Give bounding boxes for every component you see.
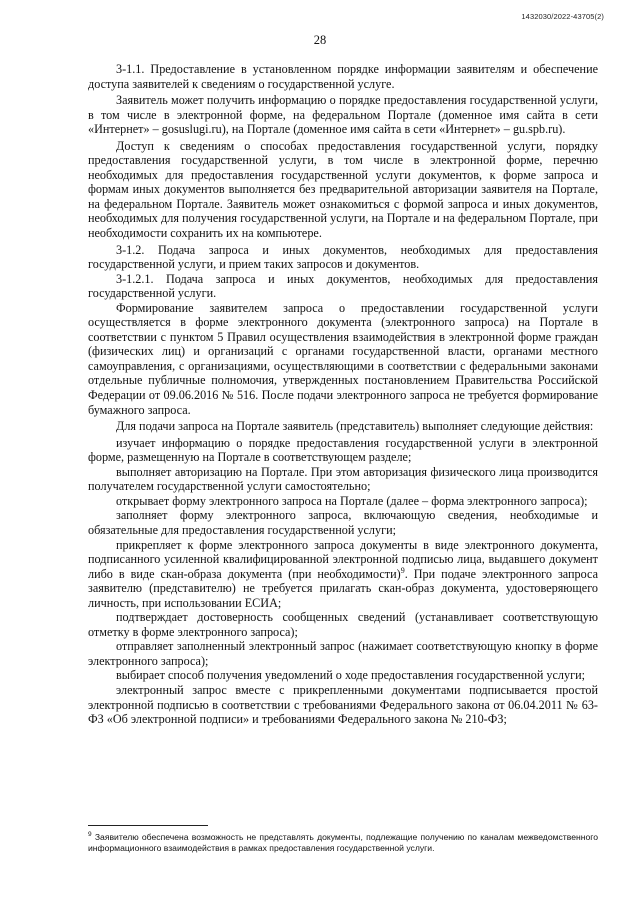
footnote bbox=[88, 832, 598, 854]
paragraph-section-3-1-2: 3-1.2. Подача запроса и иных документов, необходимых для предоставления государственной услуги, и прием таких запросов и документов. bbox=[88, 242, 598, 272]
document-body bbox=[88, 62, 598, 727]
list-item: выполняет авторизацию на Портале. При этом авторизация физического лица производится получателем государственной услуги самостоятельно; bbox=[88, 464, 598, 494]
list-item: отправляет заполненный электронный запрос (нажимает соответствующую кнопку в форме электронного запроса); bbox=[88, 639, 598, 668]
document-id: 1432030/2022-43705(2) bbox=[521, 12, 604, 21]
paragraph-portal-actions: Для подачи запроса на Портале заявитель (представитель) выполняет следующие действия: bbox=[116, 419, 594, 434]
attach-text-tail: . При подаче электронного запроса заявителю (представителю) не требуется прилагать скан-образ документа, удостоверяющего личность, при использовании ЕСИА; bbox=[88, 566, 598, 610]
footnote-marker: 9 bbox=[400, 565, 405, 575]
paragraph-request-formation: Формирование заявителем запроса о предоставлении государственной услуги осуществляется в форме электронного документа (электронного запроса) на Портале в соответствии с пунктом 5 Правил осуществления взаимодействия в электронной форме граждан (физических лиц) и организаций с органами государственной власти, органами местного самоуправления, с организациями, осуществляющими в соответствии с федеральными законами отдельные публичные полномочия, утвержденных постановлением Правительства Российской Федерации от 09.06.2016 № 516. После подачи электронного запроса не требуется формирование бумажного запроса. bbox=[88, 300, 598, 417]
list-item: заполняет форму электронного запроса, включающую сведения, необходимые и обязательные для предоставления государственной услуги; bbox=[88, 508, 598, 537]
footnote-divider bbox=[88, 825, 208, 826]
list-item: подтверждает достоверность сообщенных сведений (устанавливает соответствующую отметку в форме электронного запроса); bbox=[88, 610, 598, 639]
footnote-number: 9 bbox=[88, 831, 92, 839]
paragraph-section-3-1-2-1: 3-1.2.1. Подача запроса и иных документов, необходимых для предоставления государственной услуги. bbox=[88, 271, 598, 301]
footnote-text: Заявителю обеспечена возможность не представлять документы, подлежащие получению по каналам межведомственного информационного взаимодействия в рамках предоставления государственной услуги. bbox=[88, 832, 598, 854]
list-item: выбирает способ получения уведомлений о ходе предоставления государственной услуги; bbox=[116, 668, 586, 683]
list-item-attach bbox=[88, 538, 598, 611]
attach-text: прикрепляет к форме электронного запроса документы в виде электронного документа, подписанного усиленной квалифицированной электронной подписью лица, выдавшего документ либо в виде скан-образа документа (при необходимости) bbox=[88, 537, 598, 581]
list-item: изучает информацию о порядке предоставления государственной услуги в электронной форме, размещенную на Портале в соответствующем разделе; bbox=[88, 435, 598, 465]
paragraph-access-info: Доступ к сведениям о способах предоставления государственной услуги, порядку предоставления государственной услуги, в том числе в электронной форме, перечню необходимых для предоставления государственной услуги документов, к форме запроса и формам иных документов выполняется без предварительной авторизации заявителя на Портале, на федеральном Портале. Заявитель может ознакомиться с формой запроса и иных документов, необходимых для получения государственной услуги, на Портале и на федеральном Портале, при необходимости сохранить их на компьютере. bbox=[88, 138, 598, 241]
list-item: открывает форму электронного запроса на Портале (далее – форма электронного запроса); bbox=[116, 493, 588, 508]
list-item: электронный запрос вместе с прикрепленными документами подписывается простой электронной подписью в соответствии с требованиями Федерального закона от 06.04.2011 № 63-ФЗ «Об электронной подписи» и требованиями Федерального закона № 210-ФЗ; bbox=[88, 682, 598, 727]
page-number: 28 bbox=[313, 33, 327, 47]
paragraph-section-3-1-1: 3-1.1. Предоставление в установленном порядке информации заявителям и обеспечение доступа заявителей к сведениям о государственной услуге. bbox=[88, 62, 598, 91]
paragraph-info-sources: Заявитель может получить информацию о порядке предоставления государственной услуги, в том числе в электронной форме, на федеральном Портале (доменное имя сайта в сети «Интернет» – gosuslugi.ru), на Портале (доменное имя сайта в сети «Интернет» – gu.spb.ru). bbox=[88, 93, 598, 137]
